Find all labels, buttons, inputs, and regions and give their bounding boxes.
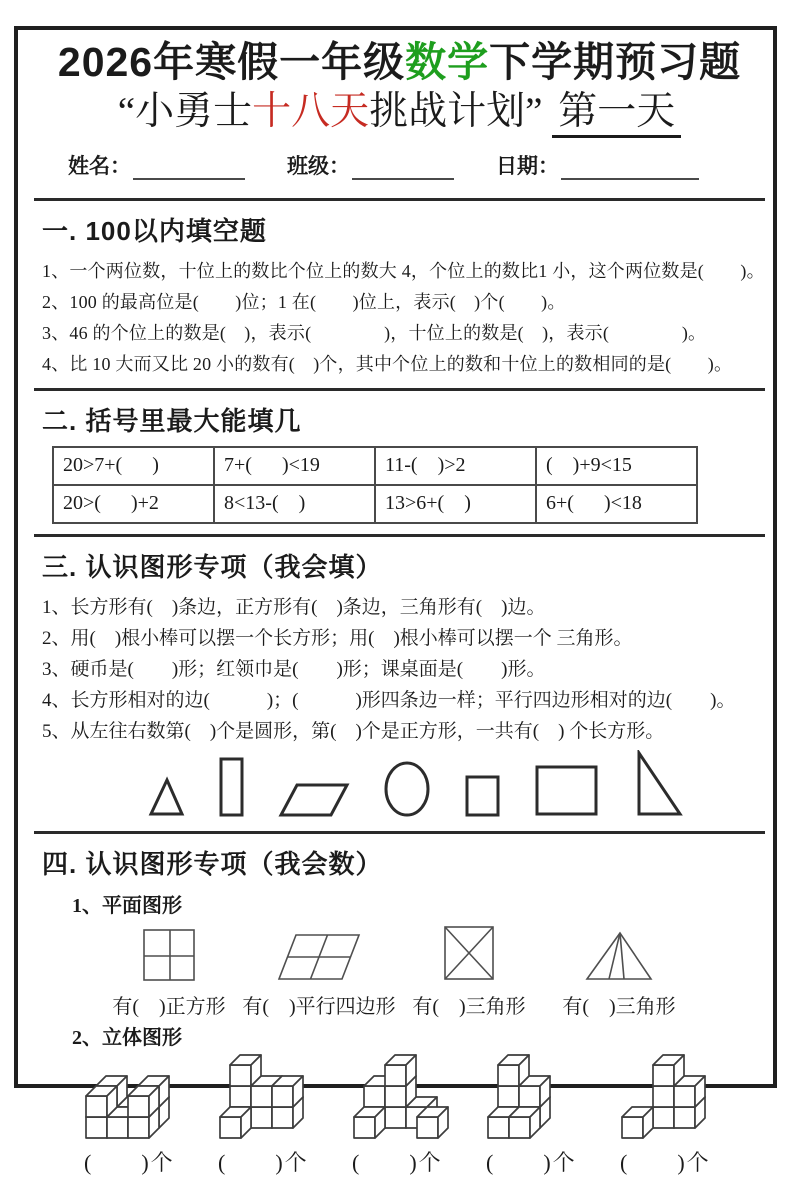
inequality-cell: 20>7+( ) (53, 447, 214, 485)
section2-heading: 二. 括号里最大能填几 (42, 405, 302, 436)
square-small-shape-icon (464, 774, 502, 823)
section3-heading: 三. 认识图形专项（我会填） (42, 551, 383, 582)
plane-figure-cell (394, 924, 544, 1019)
divider (34, 388, 765, 391)
section4-heading: 四. 认识图形专项（我会数） (42, 848, 383, 879)
name-label: 姓名： (68, 154, 131, 178)
inequality-cell: 11-( )>2 (375, 447, 536, 485)
subtitle-days-highlight: 十八天 (252, 90, 370, 134)
plane-figure-cell (544, 924, 694, 1019)
triangle-fan-figure (584, 924, 654, 982)
plane-figure-cell (94, 924, 244, 1019)
name-blank (133, 158, 245, 180)
class-blank (352, 158, 454, 180)
square-diagonals-figure (442, 924, 496, 982)
class-field (287, 150, 454, 180)
title-post: 下学期预习题 (489, 39, 742, 85)
cube-count-caption: ( )个 (620, 1149, 711, 1175)
student-info-row (42, 136, 757, 190)
date-label: 日期： (496, 154, 559, 178)
question-item: 4、比 10 大而又比 20 小的数有( )个，其中个位上的数和十位上的数相同的是( )。 (42, 353, 733, 374)
inequality-cell: 7+( )<19 (214, 447, 375, 485)
inequality-cell: 8<13-( ) (214, 485, 375, 523)
figure-count-caption: 有( )平行四边形 (242, 995, 396, 1018)
table-row (53, 447, 697, 485)
triangle-shape-icon (146, 774, 186, 823)
question-item: 2、用( )根小棒可以摆一个长方形；用( )根小棒可以摆一个 三角形。 (42, 627, 633, 649)
solid-figures-row (84, 1056, 757, 1177)
cube-stack-figure (218, 1056, 305, 1140)
square-grid-figure (142, 924, 196, 982)
question-item: 1、长方形有( )条边，正方形有( )条边，三角形有( )边。 (42, 596, 546, 618)
question-item: 2、100 的最高位是( )位；1 在( )位上，表示( )个( )。 (42, 291, 566, 312)
page-title (42, 38, 757, 86)
section1-items (42, 256, 765, 380)
subtitle-pre: “小勇士 (117, 90, 253, 134)
max-fill-table (52, 446, 698, 524)
table-row (53, 485, 697, 523)
title-subject-highlight: 数学 (405, 39, 490, 85)
plane-figures-row (94, 924, 757, 1019)
divider (34, 831, 765, 834)
cube-count-caption: ( )个 (218, 1149, 309, 1175)
name-field (68, 150, 245, 180)
parallelogram-shape-icon (278, 782, 350, 823)
figure-count-caption: 有( )三角形 (412, 995, 526, 1018)
cube-stack-figure (620, 1056, 707, 1140)
cube-stack-figure (84, 1056, 171, 1140)
cube-stack-cell (352, 1056, 486, 1177)
class-label: 班级： (287, 154, 350, 178)
circle-shape-icon (382, 760, 432, 823)
shapes-strip (146, 753, 757, 823)
right-triangle-shape-icon (632, 750, 684, 823)
plane-figures-label: 1、平面图形 (72, 894, 182, 917)
inequality-cell: ( )+9<15 (536, 447, 697, 485)
question-item: 5、从左往右数第( )个是圆形，第( )个是正方形，一共有( ) 个长方形。 (42, 720, 665, 742)
page-subtitle (42, 88, 757, 136)
figure-count-caption: 有( )正方形 (112, 995, 226, 1018)
cube-stack-figure (352, 1056, 450, 1140)
question-item: 1、一个两位数，十位上的数比个位上的数大 4，个位上的数比1 小，这个两位数是( )。 (42, 260, 765, 281)
inequality-cell: 13>6+( ) (375, 485, 536, 523)
question-item: 3、硬币是( )形；红领巾是( )形；课桌面是( )形。 (42, 658, 546, 680)
solid-figures-label: 2、立体图形 (72, 1026, 182, 1049)
day-number: 第一天 (552, 90, 681, 138)
plane-figure-cell (244, 924, 394, 1019)
section1-heading: 一. 100以内填空题 (42, 215, 267, 246)
cube-count-caption: ( )个 (84, 1149, 175, 1175)
question-item: 3、46 的个位上的数是( )，表示( )，十位上的数是( )，表示( )。 (42, 322, 707, 343)
title-pre: 2026年寒假一年级 (57, 39, 406, 85)
subtitle-post: 挑战计划” (369, 90, 543, 134)
cube-count-caption: ( )个 (486, 1149, 577, 1175)
section3-items (42, 592, 757, 747)
inequality-cell: 20>( )+2 (53, 485, 214, 523)
cube-count-caption: ( )个 (352, 1149, 443, 1175)
divider (34, 198, 765, 201)
cube-stack-cell (218, 1056, 352, 1177)
rect-tall-shape-icon (218, 756, 246, 823)
question-item: 4、长方形相对的边( )；( )形四条边一样；平行四边形相对的边( )。 (42, 689, 736, 711)
inequality-cell: 6+( )<18 (536, 485, 697, 523)
parallelogram-grid-figure (276, 924, 362, 982)
date-blank (561, 158, 699, 180)
cube-stack-figure (486, 1056, 552, 1140)
divider (34, 534, 765, 537)
worksheet-page (14, 26, 777, 1175)
date-field (496, 150, 699, 180)
cube-stack-cell (486, 1056, 620, 1177)
cube-stack-cell (620, 1056, 754, 1177)
figure-count-caption: 有( )三角形 (562, 995, 676, 1018)
cube-stack-cell (84, 1056, 218, 1177)
square-large-shape-icon (534, 764, 600, 823)
